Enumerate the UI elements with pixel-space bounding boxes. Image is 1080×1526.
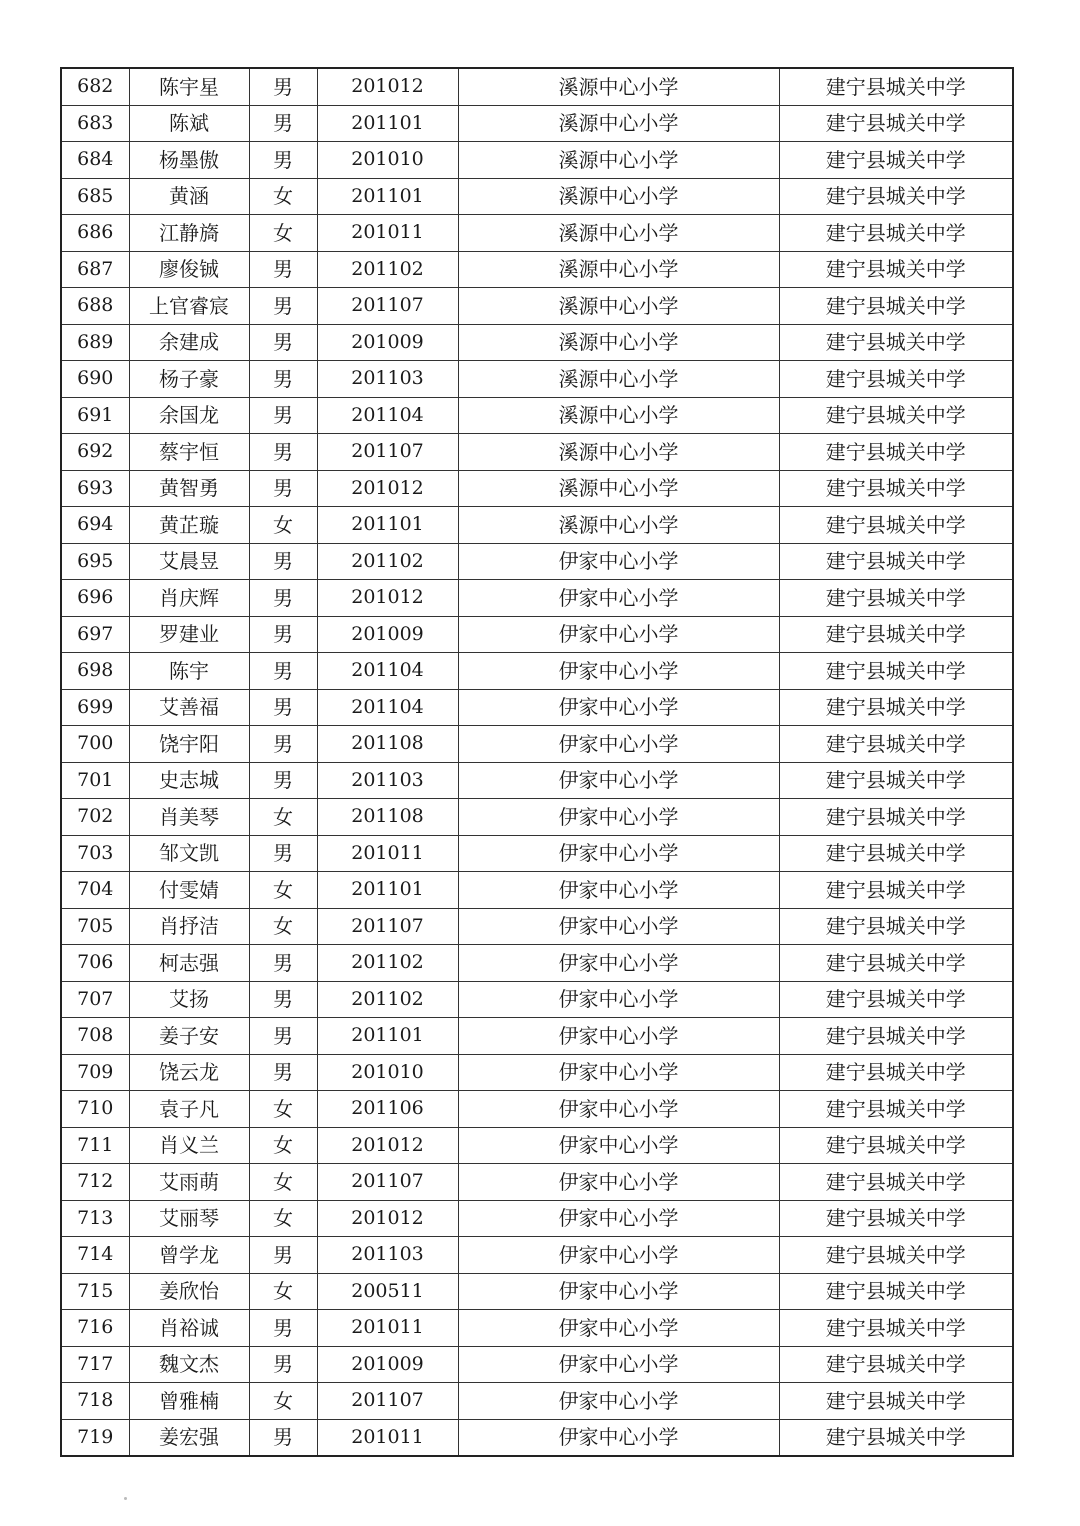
student-name-cell: 曾雅楠 (129, 1383, 249, 1420)
assigned-school-cell: 建宁县城关中学 (779, 580, 1013, 617)
gender-cell: 女 (249, 799, 317, 836)
primary-school-cell: 伊家中心小学 (458, 945, 779, 982)
serial-number-cell: 692 (61, 434, 129, 471)
assigned-school-cell: 建宁县城关中学 (779, 288, 1013, 325)
birth-month-cell: 201104 (317, 689, 458, 726)
birth-month-cell: 201104 (317, 397, 458, 434)
table-row (61, 945, 1013, 982)
assigned-school-cell: 建宁县城关中学 (779, 981, 1013, 1018)
assigned-school-cell: 建宁县城关中学 (779, 1383, 1013, 1420)
primary-school-cell: 伊家中心小学 (458, 908, 779, 945)
gender-cell: 男 (249, 68, 317, 105)
primary-school-cell: 伊家中心小学 (458, 543, 779, 580)
roster-page (60, 67, 1012, 1457)
student-name-cell: 艾雨萌 (129, 1164, 249, 1201)
serial-number-cell: 700 (61, 726, 129, 763)
primary-school-cell: 伊家中心小学 (458, 981, 779, 1018)
serial-number-cell: 714 (61, 1237, 129, 1274)
serial-number-cell: 708 (61, 1018, 129, 1055)
gender-cell: 男 (249, 1310, 317, 1347)
primary-school-cell: 溪源中心小学 (458, 68, 779, 105)
primary-school-cell: 伊家中心小学 (458, 1200, 779, 1237)
birth-month-cell: 201107 (317, 1383, 458, 1420)
birth-month-cell: 201101 (317, 507, 458, 544)
primary-school-cell: 伊家中心小学 (458, 1383, 779, 1420)
gender-cell: 男 (249, 1346, 317, 1383)
primary-school-cell: 伊家中心小学 (458, 799, 779, 836)
gender-cell: 女 (249, 1383, 317, 1420)
table-row (61, 543, 1013, 580)
table-row (61, 68, 1013, 105)
serial-number-cell: 689 (61, 324, 129, 361)
birth-month-cell: 201011 (317, 835, 458, 872)
serial-number-cell: 706 (61, 945, 129, 982)
gender-cell: 男 (249, 726, 317, 763)
gender-cell: 男 (249, 361, 317, 398)
primary-school-cell: 溪源中心小学 (458, 105, 779, 142)
primary-school-cell: 伊家中心小学 (458, 1346, 779, 1383)
primary-school-cell: 伊家中心小学 (458, 1164, 779, 1201)
scan-speck (124, 1497, 127, 1500)
student-name-cell: 黄芷璇 (129, 507, 249, 544)
student-name-cell: 廖俊铖 (129, 251, 249, 288)
serial-number-cell: 683 (61, 105, 129, 142)
serial-number-cell: 694 (61, 507, 129, 544)
primary-school-cell: 溪源中心小学 (458, 507, 779, 544)
birth-month-cell: 201101 (317, 178, 458, 215)
birth-month-cell: 201108 (317, 726, 458, 763)
serial-number-cell: 713 (61, 1200, 129, 1237)
birth-month-cell: 201101 (317, 105, 458, 142)
serial-number-cell: 699 (61, 689, 129, 726)
table-row (61, 434, 1013, 471)
birth-month-cell: 201012 (317, 470, 458, 507)
table-row (61, 1383, 1013, 1420)
primary-school-cell: 伊家中心小学 (458, 1419, 779, 1456)
birth-month-cell: 201107 (317, 288, 458, 325)
birth-month-cell: 201104 (317, 653, 458, 690)
primary-school-cell: 溪源中心小学 (458, 215, 779, 252)
table-row (61, 1346, 1013, 1383)
primary-school-cell: 溪源中心小学 (458, 324, 779, 361)
table-row (61, 872, 1013, 909)
serial-number-cell: 704 (61, 872, 129, 909)
assigned-school-cell: 建宁县城关中学 (779, 799, 1013, 836)
student-name-cell: 艾扬 (129, 981, 249, 1018)
serial-number-cell: 707 (61, 981, 129, 1018)
serial-number-cell: 717 (61, 1346, 129, 1383)
gender-cell: 男 (249, 981, 317, 1018)
birth-month-cell: 201010 (317, 1054, 458, 1091)
serial-number-cell: 690 (61, 361, 129, 398)
roster-body (61, 68, 1013, 1456)
primary-school-cell: 溪源中心小学 (458, 288, 779, 325)
gender-cell: 男 (249, 434, 317, 471)
assigned-school-cell: 建宁县城关中学 (779, 653, 1013, 690)
serial-number-cell: 711 (61, 1127, 129, 1164)
table-row (61, 251, 1013, 288)
assigned-school-cell: 建宁县城关中学 (779, 142, 1013, 179)
gender-cell: 女 (249, 1200, 317, 1237)
gender-cell: 男 (249, 1419, 317, 1456)
table-row (61, 1054, 1013, 1091)
assigned-school-cell: 建宁县城关中学 (779, 434, 1013, 471)
gender-cell: 男 (249, 1018, 317, 1055)
birth-month-cell: 201011 (317, 1419, 458, 1456)
assigned-school-cell: 建宁县城关中学 (779, 1200, 1013, 1237)
student-name-cell: 上官睿宸 (129, 288, 249, 325)
primary-school-cell: 溪源中心小学 (458, 470, 779, 507)
student-name-cell: 江静旖 (129, 215, 249, 252)
serial-number-cell: 709 (61, 1054, 129, 1091)
student-name-cell: 饶宇阳 (129, 726, 249, 763)
primary-school-cell: 伊家中心小学 (458, 1054, 779, 1091)
primary-school-cell: 伊家中心小学 (458, 580, 779, 617)
student-name-cell: 肖抒洁 (129, 908, 249, 945)
gender-cell: 男 (249, 835, 317, 872)
table-row (61, 799, 1013, 836)
gender-cell: 女 (249, 908, 317, 945)
primary-school-cell: 溪源中心小学 (458, 178, 779, 215)
gender-cell: 男 (249, 288, 317, 325)
serial-number-cell: 701 (61, 762, 129, 799)
assigned-school-cell: 建宁县城关中学 (779, 251, 1013, 288)
serial-number-cell: 693 (61, 470, 129, 507)
birth-month-cell: 201103 (317, 1237, 458, 1274)
table-row (61, 1018, 1013, 1055)
table-row (61, 324, 1013, 361)
table-row (61, 981, 1013, 1018)
assigned-school-cell: 建宁县城关中学 (779, 397, 1013, 434)
birth-month-cell: 201102 (317, 543, 458, 580)
assigned-school-cell: 建宁县城关中学 (779, 1273, 1013, 1310)
table-row (61, 142, 1013, 179)
table-row (61, 361, 1013, 398)
table-row (61, 397, 1013, 434)
serial-number-cell: 687 (61, 251, 129, 288)
assigned-school-cell: 建宁县城关中学 (779, 361, 1013, 398)
birth-month-cell: 201011 (317, 1310, 458, 1347)
gender-cell: 男 (249, 653, 317, 690)
gender-cell: 男 (249, 580, 317, 617)
assigned-school-cell: 建宁县城关中学 (779, 68, 1013, 105)
primary-school-cell: 溪源中心小学 (458, 251, 779, 288)
assigned-school-cell: 建宁县城关中学 (779, 762, 1013, 799)
serial-number-cell: 702 (61, 799, 129, 836)
assigned-school-cell: 建宁县城关中学 (779, 1346, 1013, 1383)
primary-school-cell: 伊家中心小学 (458, 616, 779, 653)
gender-cell: 男 (249, 142, 317, 179)
primary-school-cell: 溪源中心小学 (458, 142, 779, 179)
table-row (61, 689, 1013, 726)
serial-number-cell: 684 (61, 142, 129, 179)
assigned-school-cell: 建宁县城关中学 (779, 1054, 1013, 1091)
student-name-cell: 柯志强 (129, 945, 249, 982)
student-name-cell: 袁子凡 (129, 1091, 249, 1128)
serial-number-cell: 703 (61, 835, 129, 872)
primary-school-cell: 伊家中心小学 (458, 1127, 779, 1164)
gender-cell: 女 (249, 1091, 317, 1128)
table-row (61, 580, 1013, 617)
assigned-school-cell: 建宁县城关中学 (779, 215, 1013, 252)
table-row (61, 1127, 1013, 1164)
assigned-school-cell: 建宁县城关中学 (779, 726, 1013, 763)
birth-month-cell: 201012 (317, 68, 458, 105)
assigned-school-cell: 建宁县城关中学 (779, 1237, 1013, 1274)
birth-month-cell: 201012 (317, 1200, 458, 1237)
primary-school-cell: 伊家中心小学 (458, 835, 779, 872)
serial-number-cell: 705 (61, 908, 129, 945)
gender-cell: 男 (249, 1237, 317, 1274)
serial-number-cell: 718 (61, 1383, 129, 1420)
assigned-school-cell: 建宁县城关中学 (779, 105, 1013, 142)
table-row (61, 470, 1013, 507)
student-name-cell: 陈宇星 (129, 68, 249, 105)
serial-number-cell: 695 (61, 543, 129, 580)
primary-school-cell: 伊家中心小学 (458, 689, 779, 726)
assigned-school-cell: 建宁县城关中学 (779, 616, 1013, 653)
table-row (61, 835, 1013, 872)
serial-number-cell: 691 (61, 397, 129, 434)
primary-school-cell: 伊家中心小学 (458, 1273, 779, 1310)
student-name-cell: 杨墨傲 (129, 142, 249, 179)
birth-month-cell: 201102 (317, 251, 458, 288)
birth-month-cell: 201108 (317, 799, 458, 836)
table-row (61, 1273, 1013, 1310)
table-row (61, 908, 1013, 945)
assigned-school-cell: 建宁县城关中学 (779, 507, 1013, 544)
serial-number-cell: 719 (61, 1419, 129, 1456)
student-name-cell: 姜欣怡 (129, 1273, 249, 1310)
assigned-school-cell: 建宁县城关中学 (779, 470, 1013, 507)
table-row (61, 762, 1013, 799)
student-name-cell: 杨子豪 (129, 361, 249, 398)
birth-month-cell: 200511 (317, 1273, 458, 1310)
assigned-school-cell: 建宁县城关中学 (779, 178, 1013, 215)
primary-school-cell: 伊家中心小学 (458, 1237, 779, 1274)
gender-cell: 男 (249, 1054, 317, 1091)
birth-month-cell: 201102 (317, 981, 458, 1018)
birth-month-cell: 201010 (317, 142, 458, 179)
table-row (61, 288, 1013, 325)
serial-number-cell: 688 (61, 288, 129, 325)
student-name-cell: 付雯婧 (129, 872, 249, 909)
serial-number-cell: 712 (61, 1164, 129, 1201)
table-row (61, 1237, 1013, 1274)
gender-cell: 男 (249, 470, 317, 507)
student-name-cell: 肖义兰 (129, 1127, 249, 1164)
gender-cell: 男 (249, 945, 317, 982)
serial-number-cell: 698 (61, 653, 129, 690)
birth-month-cell: 201102 (317, 945, 458, 982)
student-name-cell: 肖美琴 (129, 799, 249, 836)
primary-school-cell: 伊家中心小学 (458, 872, 779, 909)
table-row (61, 1200, 1013, 1237)
table-row (61, 105, 1013, 142)
table-row (61, 653, 1013, 690)
birth-month-cell: 201103 (317, 762, 458, 799)
serial-number-cell: 686 (61, 215, 129, 252)
student-name-cell: 陈宇 (129, 653, 249, 690)
serial-number-cell: 715 (61, 1273, 129, 1310)
student-name-cell: 饶云龙 (129, 1054, 249, 1091)
assigned-school-cell: 建宁县城关中学 (779, 835, 1013, 872)
table-row (61, 178, 1013, 215)
student-name-cell: 曾学龙 (129, 1237, 249, 1274)
gender-cell: 男 (249, 616, 317, 653)
birth-month-cell: 201107 (317, 908, 458, 945)
primary-school-cell: 伊家中心小学 (458, 762, 779, 799)
gender-cell: 男 (249, 762, 317, 799)
assigned-school-cell: 建宁县城关中学 (779, 543, 1013, 580)
student-name-cell: 陈斌 (129, 105, 249, 142)
primary-school-cell: 伊家中心小学 (458, 1310, 779, 1347)
student-name-cell: 邹文凯 (129, 835, 249, 872)
student-name-cell: 肖庆辉 (129, 580, 249, 617)
student-roster-table (60, 67, 1014, 1457)
gender-cell: 男 (249, 105, 317, 142)
assigned-school-cell: 建宁县城关中学 (779, 1127, 1013, 1164)
birth-month-cell: 201009 (317, 1346, 458, 1383)
gender-cell: 男 (249, 543, 317, 580)
student-name-cell: 艾晨昱 (129, 543, 249, 580)
serial-number-cell: 696 (61, 580, 129, 617)
assigned-school-cell: 建宁县城关中学 (779, 1091, 1013, 1128)
gender-cell: 女 (249, 1273, 317, 1310)
table-row (61, 726, 1013, 763)
student-name-cell: 蔡宇恒 (129, 434, 249, 471)
birth-month-cell: 201009 (317, 616, 458, 653)
primary-school-cell: 溪源中心小学 (458, 434, 779, 471)
student-name-cell: 艾善福 (129, 689, 249, 726)
gender-cell: 女 (249, 1127, 317, 1164)
assigned-school-cell: 建宁县城关中学 (779, 1018, 1013, 1055)
birth-month-cell: 201106 (317, 1091, 458, 1128)
birth-month-cell: 201009 (317, 324, 458, 361)
table-row (61, 1091, 1013, 1128)
gender-cell: 男 (249, 251, 317, 288)
student-name-cell: 余国龙 (129, 397, 249, 434)
student-name-cell: 黄涵 (129, 178, 249, 215)
gender-cell: 女 (249, 178, 317, 215)
primary-school-cell: 伊家中心小学 (458, 653, 779, 690)
birth-month-cell: 201103 (317, 361, 458, 398)
gender-cell: 女 (249, 507, 317, 544)
student-name-cell: 姜子安 (129, 1018, 249, 1055)
serial-number-cell: 697 (61, 616, 129, 653)
table-row (61, 507, 1013, 544)
student-name-cell: 姜宏强 (129, 1419, 249, 1456)
gender-cell: 男 (249, 324, 317, 361)
serial-number-cell: 710 (61, 1091, 129, 1128)
birth-month-cell: 201101 (317, 872, 458, 909)
gender-cell: 男 (249, 397, 317, 434)
serial-number-cell: 682 (61, 68, 129, 105)
assigned-school-cell: 建宁县城关中学 (779, 908, 1013, 945)
assigned-school-cell: 建宁县城关中学 (779, 1164, 1013, 1201)
birth-month-cell: 201101 (317, 1018, 458, 1055)
primary-school-cell: 溪源中心小学 (458, 397, 779, 434)
birth-month-cell: 201107 (317, 1164, 458, 1201)
table-row (61, 215, 1013, 252)
student-name-cell: 黄智勇 (129, 470, 249, 507)
primary-school-cell: 伊家中心小学 (458, 1018, 779, 1055)
table-row (61, 1310, 1013, 1347)
assigned-school-cell: 建宁县城关中学 (779, 945, 1013, 982)
serial-number-cell: 685 (61, 178, 129, 215)
table-row (61, 1164, 1013, 1201)
gender-cell: 女 (249, 872, 317, 909)
assigned-school-cell: 建宁县城关中学 (779, 324, 1013, 361)
birth-month-cell: 201011 (317, 215, 458, 252)
table-row (61, 1419, 1013, 1456)
student-name-cell: 罗建业 (129, 616, 249, 653)
serial-number-cell: 716 (61, 1310, 129, 1347)
table-row (61, 616, 1013, 653)
gender-cell: 男 (249, 689, 317, 726)
primary-school-cell: 伊家中心小学 (458, 1091, 779, 1128)
student-name-cell: 艾丽琴 (129, 1200, 249, 1237)
birth-month-cell: 201012 (317, 580, 458, 617)
primary-school-cell: 溪源中心小学 (458, 361, 779, 398)
primary-school-cell: 伊家中心小学 (458, 726, 779, 763)
birth-month-cell: 201012 (317, 1127, 458, 1164)
gender-cell: 女 (249, 215, 317, 252)
student-name-cell: 史志城 (129, 762, 249, 799)
student-name-cell: 魏文杰 (129, 1346, 249, 1383)
student-name-cell: 肖裕诚 (129, 1310, 249, 1347)
assigned-school-cell: 建宁县城关中学 (779, 1419, 1013, 1456)
student-name-cell: 余建成 (129, 324, 249, 361)
gender-cell: 女 (249, 1164, 317, 1201)
assigned-school-cell: 建宁县城关中学 (779, 689, 1013, 726)
birth-month-cell: 201107 (317, 434, 458, 471)
assigned-school-cell: 建宁县城关中学 (779, 872, 1013, 909)
assigned-school-cell: 建宁县城关中学 (779, 1310, 1013, 1347)
